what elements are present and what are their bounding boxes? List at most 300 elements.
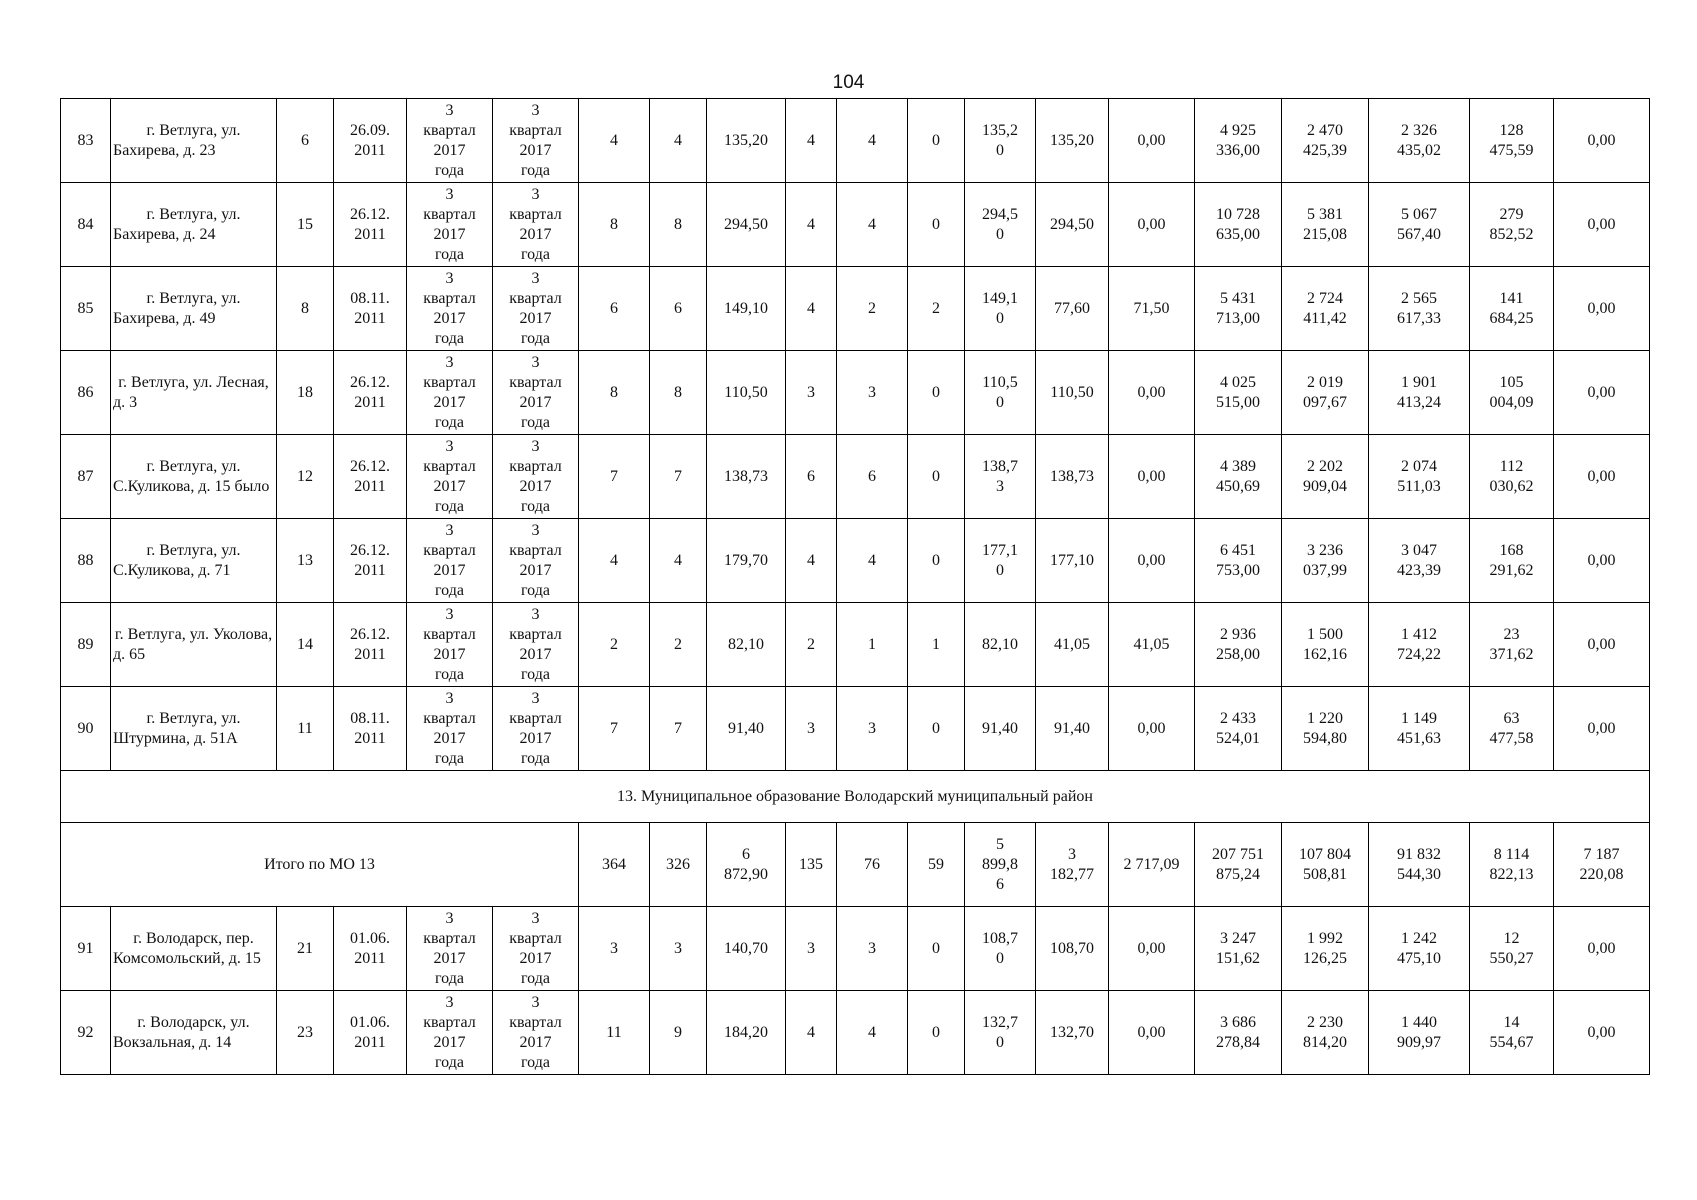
cell-text: 91,40	[1054, 719, 1090, 737]
c11-cell	[837, 183, 908, 267]
c19-cell	[1470, 183, 1554, 267]
cell-text: 3	[674, 939, 682, 957]
cell-text: 2 230 814,20	[1303, 1013, 1347, 1051]
c14-cell	[1036, 687, 1109, 771]
c19-cell	[1470, 687, 1554, 771]
cell-text: 26.12. 2011	[350, 625, 390, 663]
cell-text: 0,00	[1137, 131, 1166, 149]
cell-text: 11	[606, 1023, 622, 1041]
c10-cell	[786, 267, 837, 351]
address-cell: г. Ветлуга, ул. Штурмина, д. 51А	[111, 687, 277, 771]
cell-text: 6	[674, 299, 682, 317]
cell-text: 3	[610, 939, 618, 957]
cell-text: 26.12. 2011	[350, 541, 390, 579]
cell-text: 4	[868, 215, 876, 233]
cell-text: 0,00	[1587, 635, 1616, 653]
c11-cell	[837, 435, 908, 519]
cell-text: 26.12. 2011	[350, 457, 390, 495]
cell-text: 83	[77, 131, 94, 149]
c20-cell	[1554, 687, 1650, 771]
cell-text: 12	[297, 467, 313, 485]
c20-cell	[1554, 519, 1650, 603]
c10-cell	[786, 687, 837, 771]
cell-text: 08.11. 2011	[350, 709, 390, 747]
cell-text: 91	[77, 939, 94, 957]
cell-text: 4	[868, 131, 876, 149]
address-cell: г. Ветлуга, ул. Уколова, д. 65	[111, 603, 277, 687]
cell-text: 184,20	[724, 1023, 768, 1041]
cell-text: 2 724 411,42	[1303, 289, 1347, 327]
cell-text: 105 004,09	[1489, 373, 1534, 411]
table-row	[61, 991, 1650, 1075]
cell-text: 7	[674, 719, 682, 737]
total-c8: 326	[650, 823, 707, 907]
c9-cell	[707, 687, 786, 771]
c8-cell	[650, 351, 707, 435]
cell-text: 41,05	[1133, 635, 1170, 653]
cell-text: 26.12. 2011	[350, 373, 390, 411]
cell-text: 177,10	[1050, 551, 1094, 569]
c15-cell	[1109, 267, 1195, 351]
quarter-start-cell	[407, 991, 493, 1075]
c10-cell	[786, 99, 837, 183]
row-number	[61, 519, 111, 603]
c19-cell	[1470, 435, 1554, 519]
cell-text: 3 квартал 2017 года	[423, 521, 476, 599]
cell-text: 3 квартал 2017 года	[509, 101, 562, 179]
cell-text: 8	[674, 215, 682, 233]
cell-text: 138,7 3	[982, 457, 1018, 495]
cell-text: 0	[932, 215, 940, 233]
c12-cell	[908, 907, 965, 991]
row-number	[61, 907, 111, 991]
cell-text: 3 квартал 2017 года	[509, 185, 562, 263]
cell-text: 0,00	[1587, 299, 1616, 317]
c11-cell	[837, 99, 908, 183]
c13-cell	[965, 267, 1036, 351]
cell-text: 3	[807, 939, 815, 957]
cell-text: 8	[610, 383, 618, 401]
cell-text: 112 030,62	[1489, 457, 1534, 495]
address-cell: г. Ветлуга, ул. Бахирева, д. 23	[111, 99, 277, 183]
cell-text: 8	[610, 215, 618, 233]
c13-cell	[965, 435, 1036, 519]
c17-cell	[1282, 99, 1369, 183]
c20-cell	[1554, 991, 1650, 1075]
c15-cell	[1109, 687, 1195, 771]
cell-text: 11	[297, 719, 313, 737]
c10-cell	[786, 435, 837, 519]
c20-cell	[1554, 603, 1650, 687]
cell-text: 9	[674, 1023, 682, 1041]
table-row	[61, 267, 1650, 351]
cell-text: 3 квартал 2017 года	[423, 353, 476, 431]
cell-text: 4	[610, 551, 618, 569]
row-number	[61, 687, 111, 771]
cell-text: 2 326 435,02	[1397, 121, 1441, 159]
c11-cell	[837, 351, 908, 435]
cell-text: 168 291,62	[1489, 541, 1534, 579]
c19-cell	[1470, 907, 1554, 991]
cell-text: 85	[77, 299, 94, 317]
quarter-end-cell	[493, 603, 579, 687]
c14-cell	[1036, 519, 1109, 603]
c11-cell	[837, 907, 908, 991]
c14-cell	[1036, 991, 1109, 1075]
cell-text: 0	[932, 719, 940, 737]
c20-cell	[1554, 435, 1650, 519]
c18-cell	[1369, 351, 1470, 435]
cell-text: 4	[807, 299, 815, 317]
c17-cell	[1282, 351, 1369, 435]
page-number: 104	[832, 72, 865, 93]
cell-text: 135,20	[724, 131, 768, 149]
cell-text: 0	[932, 383, 940, 401]
c12-cell	[908, 435, 965, 519]
cell-text: 63 477,58	[1489, 709, 1534, 747]
c18-cell	[1369, 435, 1470, 519]
cell-text: 179,70	[724, 551, 768, 569]
cell-text: 0	[932, 939, 940, 957]
cell-text: 26.12. 2011	[350, 205, 390, 243]
c17-cell	[1282, 991, 1369, 1075]
cell-text: 110,50	[1050, 383, 1094, 401]
c13-cell	[965, 687, 1036, 771]
c16-cell	[1195, 183, 1282, 267]
section-header-row	[61, 771, 1650, 823]
c14-cell	[1036, 351, 1109, 435]
c13-cell	[965, 991, 1036, 1075]
cell-text: 08.11. 2011	[350, 289, 390, 327]
cell-text: 7	[674, 467, 682, 485]
c12-cell	[908, 991, 965, 1075]
quarter-end-cell	[493, 519, 579, 603]
cell-text: 4	[807, 1023, 815, 1041]
cell-text: 1 901 413,24	[1397, 373, 1441, 411]
c13-cell	[965, 519, 1036, 603]
total-c19: 8 114 822,13	[1470, 823, 1554, 907]
cell-text: 77,60	[1054, 299, 1090, 317]
c18-cell	[1369, 267, 1470, 351]
cell-text: 0,00	[1587, 719, 1616, 737]
table-row	[61, 183, 1650, 267]
c8-cell	[650, 991, 707, 1075]
cell-text: 3 686 278,84	[1216, 1013, 1260, 1051]
cell-text: 91,40	[982, 719, 1018, 737]
cell-text: 4	[610, 131, 618, 149]
cell-text: 82,10	[982, 635, 1018, 653]
col-3-cell	[277, 183, 334, 267]
cell-text: 3 247 151,62	[1216, 929, 1260, 967]
c16-cell	[1195, 603, 1282, 687]
cell-text: 3	[868, 719, 876, 737]
date-cell	[334, 519, 407, 603]
c12-cell	[908, 603, 965, 687]
c10-cell	[786, 351, 837, 435]
c8-cell	[650, 687, 707, 771]
quarter-end-cell	[493, 435, 579, 519]
c7-cell	[579, 183, 650, 267]
cell-text: 132,70	[1050, 1023, 1094, 1041]
c9-cell	[707, 99, 786, 183]
total-c14: 3 182,77	[1036, 823, 1109, 907]
quarter-start-cell	[407, 351, 493, 435]
total-c15: 2 717,09	[1109, 823, 1195, 907]
c14-cell	[1036, 183, 1109, 267]
c7-cell	[579, 991, 650, 1075]
c15-cell	[1109, 603, 1195, 687]
c13-cell	[965, 603, 1036, 687]
col-3-cell	[277, 99, 334, 183]
c16-cell	[1195, 99, 1282, 183]
c17-cell	[1282, 687, 1369, 771]
cell-text: 4 389 450,69	[1216, 457, 1260, 495]
address-cell: г. Володарск, пер. Комсомольский, д. 15	[111, 907, 277, 991]
c15-cell	[1109, 991, 1195, 1075]
cell-text: 4	[868, 1023, 876, 1041]
c20-cell	[1554, 183, 1650, 267]
c17-cell	[1282, 267, 1369, 351]
total-c11: 76	[837, 823, 908, 907]
total-c17: 107 804 508,81	[1282, 823, 1369, 907]
cell-text: 0,00	[1587, 215, 1616, 233]
cell-text: 71,50	[1133, 299, 1170, 317]
cell-text: 12 550,27	[1489, 929, 1534, 967]
cell-text: 1 220 594,80	[1303, 709, 1347, 747]
cell-text: 4 025 515,00	[1216, 373, 1260, 411]
c18-cell	[1369, 907, 1470, 991]
cell-text: 141 684,25	[1489, 289, 1534, 327]
cell-text: 21	[297, 939, 313, 957]
cell-text: 5 431 713,00	[1216, 289, 1260, 327]
total-row	[61, 823, 1650, 907]
col-3-cell	[277, 687, 334, 771]
c13-cell	[965, 907, 1036, 991]
c10-cell	[786, 907, 837, 991]
cell-text: 3 квартал 2017 года	[509, 993, 562, 1071]
cell-text: 3 квартал 2017 года	[509, 909, 562, 987]
c20-cell	[1554, 907, 1650, 991]
cell-text: 2	[610, 635, 618, 653]
c14-cell	[1036, 603, 1109, 687]
table-row	[61, 519, 1650, 603]
col-3-cell	[277, 519, 334, 603]
c7-cell	[579, 519, 650, 603]
c10-cell	[786, 991, 837, 1075]
cell-text: 92	[77, 1023, 94, 1041]
cell-text: 1	[932, 635, 940, 653]
c8-cell	[650, 267, 707, 351]
cell-text: 3	[807, 383, 815, 401]
cell-text: 0,00	[1587, 467, 1616, 485]
cell-text: 0,00	[1137, 719, 1166, 737]
cell-text: 0,00	[1137, 383, 1166, 401]
c19-cell	[1470, 603, 1554, 687]
quarter-start-cell	[407, 99, 493, 183]
c12-cell	[908, 267, 965, 351]
c19-cell	[1470, 519, 1554, 603]
cell-text: 0	[932, 1023, 940, 1041]
c9-cell	[707, 351, 786, 435]
cell-text: 108,70	[1050, 939, 1094, 957]
c7-cell	[579, 351, 650, 435]
quarter-end-cell	[493, 99, 579, 183]
date-cell	[334, 351, 407, 435]
col-3-cell	[277, 991, 334, 1075]
cell-text: 0,00	[1137, 551, 1166, 569]
c7-cell	[579, 907, 650, 991]
c14-cell	[1036, 99, 1109, 183]
c16-cell	[1195, 907, 1282, 991]
quarter-end-cell	[493, 687, 579, 771]
cell-text: 23 371,62	[1489, 625, 1534, 663]
c9-cell	[707, 991, 786, 1075]
cell-text: 2	[674, 635, 682, 653]
cell-text: 2 202 909,04	[1303, 457, 1347, 495]
cell-text: 88	[77, 551, 94, 569]
c19-cell	[1470, 267, 1554, 351]
total-c18: 91 832 544,30	[1369, 823, 1470, 907]
cell-text: 4 925 336,00	[1216, 121, 1260, 159]
quarter-start-cell	[407, 519, 493, 603]
row-number	[61, 991, 111, 1075]
cell-text: 2 433 524,01	[1216, 709, 1260, 747]
c9-cell	[707, 519, 786, 603]
total-c12: 59	[908, 823, 965, 907]
cell-text: 1	[868, 635, 876, 653]
cell-text: 82,10	[728, 635, 764, 653]
c10-cell	[786, 183, 837, 267]
c9-cell	[707, 183, 786, 267]
cell-text: 3	[868, 383, 876, 401]
col-3-cell	[277, 603, 334, 687]
row-number	[61, 99, 111, 183]
address-cell: г. Володарск, ул. Вокзальная, д. 14	[111, 991, 277, 1075]
cell-text: 3 квартал 2017 года	[509, 353, 562, 431]
c12-cell	[908, 183, 965, 267]
table-row	[61, 351, 1650, 435]
total-c7: 364	[579, 823, 650, 907]
cell-text: 0,00	[1587, 383, 1616, 401]
cell-text: 149,10	[724, 299, 768, 317]
cell-text: 0,00	[1137, 1023, 1166, 1041]
cell-text: 14 554,67	[1489, 1013, 1534, 1051]
c7-cell	[579, 99, 650, 183]
c7-cell	[579, 687, 650, 771]
c19-cell	[1470, 99, 1554, 183]
cell-text: 279 852,52	[1489, 205, 1534, 243]
c15-cell	[1109, 907, 1195, 991]
cell-text: 138,73	[1050, 467, 1094, 485]
cell-text: 26.09. 2011	[350, 121, 390, 159]
c16-cell	[1195, 435, 1282, 519]
cell-text: 128 475,59	[1489, 121, 1534, 159]
cell-text: 3 квартал 2017 года	[423, 605, 476, 683]
cell-text: 23	[297, 1023, 313, 1041]
c8-cell	[650, 183, 707, 267]
cell-text: 108,7 0	[982, 929, 1018, 967]
cell-text: 10 728 635,00	[1216, 205, 1260, 243]
c11-cell	[837, 603, 908, 687]
housing-registry-table	[60, 98, 1650, 1075]
row-number	[61, 351, 111, 435]
c16-cell	[1195, 351, 1282, 435]
cell-text: 3 047 423,39	[1397, 541, 1441, 579]
c18-cell	[1369, 687, 1470, 771]
col-3-cell	[277, 267, 334, 351]
cell-text: 4	[674, 131, 682, 149]
cell-text: 3 квартал 2017 года	[423, 185, 476, 263]
cell-text: 294,50	[1050, 215, 1094, 233]
c18-cell	[1369, 183, 1470, 267]
cell-text: 87	[77, 467, 94, 485]
cell-text: 0,00	[1137, 215, 1166, 233]
cell-text: 140,70	[724, 939, 768, 957]
address-cell: г. Ветлуга, ул. С.Куликова, д. 15 было	[111, 435, 277, 519]
cell-text: 89	[77, 635, 94, 653]
table-row	[61, 907, 1650, 991]
c16-cell	[1195, 519, 1282, 603]
cell-text: 3 квартал 2017 года	[423, 909, 476, 987]
cell-text: 135,2 0	[982, 121, 1018, 159]
cell-text: 1 500 162,16	[1303, 625, 1347, 663]
c17-cell	[1282, 907, 1369, 991]
cell-text: 110,50	[724, 383, 768, 401]
c16-cell	[1195, 267, 1282, 351]
cell-text: 2 074 511,03	[1397, 457, 1441, 495]
c15-cell	[1109, 351, 1195, 435]
c15-cell	[1109, 183, 1195, 267]
date-cell	[334, 687, 407, 771]
cell-text: 5 381 215,08	[1303, 205, 1347, 243]
cell-text: 01.06. 2011	[350, 929, 390, 967]
cell-text: 1 412 724,22	[1397, 625, 1441, 663]
c18-cell	[1369, 603, 1470, 687]
quarter-end-cell	[493, 267, 579, 351]
date-cell	[334, 183, 407, 267]
cell-text: 8	[301, 299, 309, 317]
date-cell	[334, 267, 407, 351]
quarter-start-cell	[407, 907, 493, 991]
c8-cell	[650, 907, 707, 991]
cell-text: 1 992 126,25	[1303, 929, 1347, 967]
cell-text: 110,5 0	[982, 373, 1018, 411]
c7-cell	[579, 603, 650, 687]
cell-text: 3 квартал 2017 года	[423, 993, 476, 1071]
section-group	[61, 771, 1650, 907]
c10-cell	[786, 519, 837, 603]
cell-text: 149,1 0	[982, 289, 1018, 327]
total-label: Итого по МО 13	[61, 823, 579, 907]
cell-text: 0,00	[1587, 1023, 1616, 1041]
cell-text: 8	[674, 383, 682, 401]
quarter-start-cell	[407, 183, 493, 267]
c8-cell	[650, 519, 707, 603]
cell-text: 3 квартал 2017 года	[423, 101, 476, 179]
cell-text: 3 квартал 2017 года	[509, 269, 562, 347]
quarter-end-cell	[493, 351, 579, 435]
c13-cell	[965, 183, 1036, 267]
rows-before-section	[61, 99, 1650, 771]
c11-cell	[837, 687, 908, 771]
cell-text: 3	[868, 939, 876, 957]
c11-cell	[837, 267, 908, 351]
c11-cell	[837, 991, 908, 1075]
c12-cell	[908, 519, 965, 603]
c20-cell	[1554, 99, 1650, 183]
col-3-cell	[277, 435, 334, 519]
cell-text: 0,00	[1137, 467, 1166, 485]
